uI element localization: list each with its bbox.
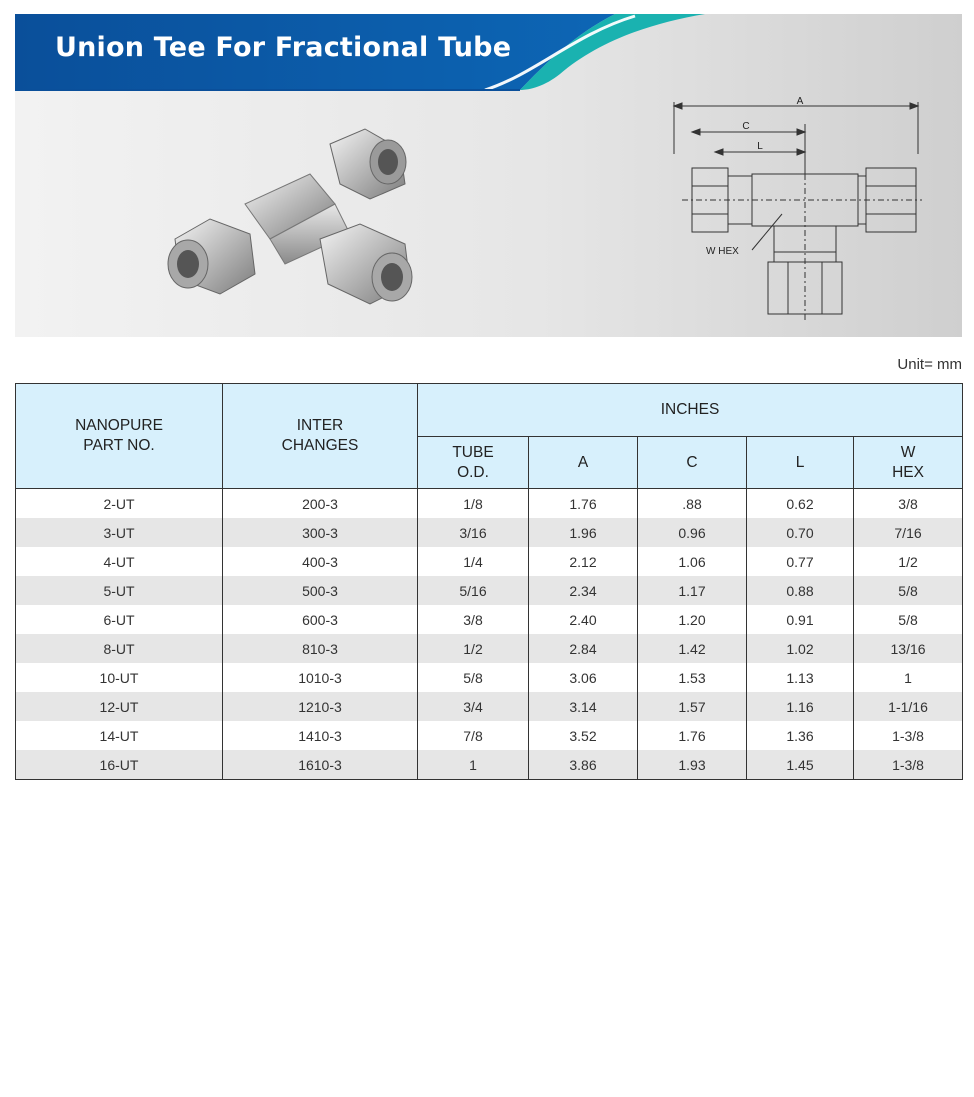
cell-c: 1.57 [638, 692, 747, 721]
col-header-a: A [529, 437, 638, 489]
cell-part: 4-UT [16, 547, 223, 576]
dim-a-label: A [796, 96, 804, 107]
cell-c: 1.20 [638, 605, 747, 634]
cell-a: 3.52 [529, 721, 638, 750]
cell-interchange: 1210-3 [223, 692, 418, 721]
table-row [16, 721, 963, 750]
table-row [16, 605, 963, 634]
dim-w-hex-label: W HEX [706, 246, 739, 257]
cell-interchange: 200-3 [223, 489, 418, 519]
cell-c: 1.93 [638, 750, 747, 780]
cell-part: 8-UT [16, 634, 223, 663]
cell-a: 2.34 [529, 576, 638, 605]
table-row [16, 547, 963, 576]
cell-part: 6-UT [16, 605, 223, 634]
cell-part: 12-UT [16, 692, 223, 721]
cell-part: 10-UT [16, 663, 223, 692]
col-header-interchanges: INTER CHANGES [223, 384, 418, 489]
cell-c: 1.53 [638, 663, 747, 692]
cell-part: 2-UT [16, 489, 223, 519]
col-header-w-hex: W HEX [854, 437, 963, 489]
cell-a: 3.06 [529, 663, 638, 692]
cell-a: 3.14 [529, 692, 638, 721]
union-tee-photo [150, 114, 430, 324]
cell-w-hex: 7/16 [854, 518, 963, 547]
cell-c: .88 [638, 489, 747, 519]
cell-l: 1.13 [747, 663, 854, 692]
table-row [16, 576, 963, 605]
cell-tube-od: 1/4 [418, 547, 529, 576]
cell-tube-od: 5/8 [418, 663, 529, 692]
cell-part: 14-UT [16, 721, 223, 750]
cell-a: 2.12 [529, 547, 638, 576]
cell-part: 5-UT [16, 576, 223, 605]
cell-interchange: 500-3 [223, 576, 418, 605]
cell-c: 0.96 [638, 518, 747, 547]
cell-a: 2.40 [529, 605, 638, 634]
cell-tube-od: 3/4 [418, 692, 529, 721]
cell-l: 0.70 [747, 518, 854, 547]
table-row [16, 634, 963, 663]
cell-interchange: 1010-3 [223, 663, 418, 692]
cell-l: 0.62 [747, 489, 854, 519]
cell-tube-od: 5/16 [418, 576, 529, 605]
table-row [16, 518, 963, 547]
cell-w-hex: 1/2 [854, 547, 963, 576]
cell-c: 1.17 [638, 576, 747, 605]
cell-a: 1.76 [529, 489, 638, 519]
cell-interchange: 1610-3 [223, 750, 418, 780]
cell-w-hex: 1-1/16 [854, 692, 963, 721]
cell-c: 1.06 [638, 547, 747, 576]
cell-c: 1.76 [638, 721, 747, 750]
cell-tube-od: 7/8 [418, 721, 529, 750]
page-title: Union Tee For Fractional Tube [55, 32, 512, 63]
header-banner [15, 14, 962, 337]
cell-l: 1.16 [747, 692, 854, 721]
cell-a: 1.96 [529, 518, 638, 547]
cell-interchange: 300-3 [223, 518, 418, 547]
cell-l: 0.91 [747, 605, 854, 634]
cell-a: 3.86 [529, 750, 638, 780]
cell-interchange: 1410-3 [223, 721, 418, 750]
cell-w-hex: 5/8 [854, 576, 963, 605]
cell-w-hex: 1-3/8 [854, 750, 963, 780]
cell-part: 16-UT [16, 750, 223, 780]
cell-tube-od: 1/8 [418, 489, 529, 519]
col-header-part: NANOPURE PART NO. [16, 384, 223, 489]
cell-a: 2.84 [529, 634, 638, 663]
cell-interchange: 600-3 [223, 605, 418, 634]
table-row [16, 663, 963, 692]
table-row [16, 750, 963, 780]
col-header-tube-od: TUBE O.D. [418, 437, 529, 489]
table-row [16, 489, 963, 519]
dim-c-label: C [742, 121, 750, 132]
cell-tube-od: 1/2 [418, 634, 529, 663]
cell-l: 0.88 [747, 576, 854, 605]
cell-w-hex: 5/8 [854, 605, 963, 634]
cell-w-hex: 13/16 [854, 634, 963, 663]
dimension-drawing [670, 94, 925, 324]
cell-interchange: 810-3 [223, 634, 418, 663]
col-header-c: C [638, 437, 747, 489]
spec-table [15, 383, 963, 780]
dim-l-label: L [757, 141, 763, 152]
cell-tube-od: 3/16 [418, 518, 529, 547]
unit-label: Unit= mm [897, 356, 962, 373]
cell-tube-od: 1 [418, 750, 529, 780]
cell-part: 3-UT [16, 518, 223, 547]
cell-w-hex: 1-3/8 [854, 721, 963, 750]
cell-c: 1.42 [638, 634, 747, 663]
cell-l: 1.45 [747, 750, 854, 780]
cell-l: 1.36 [747, 721, 854, 750]
table-row [16, 692, 963, 721]
cell-w-hex: 3/8 [854, 489, 963, 519]
cell-w-hex: 1 [854, 663, 963, 692]
cell-l: 0.77 [747, 547, 854, 576]
col-header-inches: INCHES [418, 384, 963, 437]
col-header-l: L [747, 437, 854, 489]
cell-l: 1.02 [747, 634, 854, 663]
cell-tube-od: 3/8 [418, 605, 529, 634]
cell-interchange: 400-3 [223, 547, 418, 576]
